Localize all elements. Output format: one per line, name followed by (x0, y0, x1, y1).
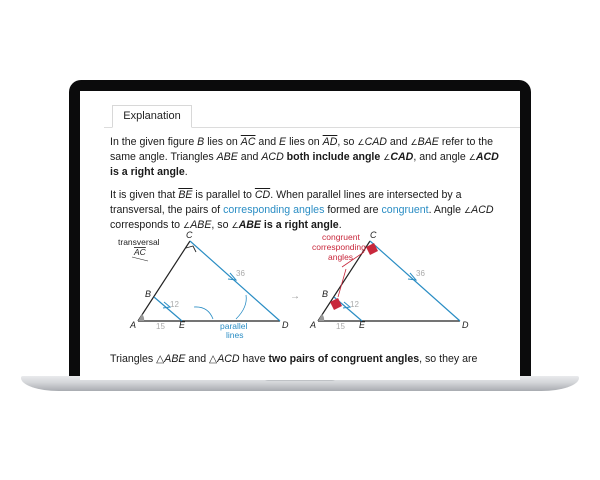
label-lines: lines (226, 330, 244, 339)
length-12-right: 12 (350, 300, 359, 309)
paragraph-1: In the given figure B lies on $\overline{AC}$ and E lies on $\overline{AD}$, so ∠CAD and ∠BAE refer to the same angle. Triangles ABE and ACD both include angle ∠CAD, and angle ∠ACD is a right angle. (110, 136, 499, 178)
side-cd-left (190, 241, 280, 321)
label-corresponding: corresponding (312, 242, 366, 252)
vertex-a-right: A (310, 320, 317, 330)
vertex-b-left: B (145, 289, 152, 299)
length-15-right: 15 (336, 322, 345, 331)
tab-bar (104, 105, 520, 128)
label-angles: angles (328, 252, 354, 262)
callout-line-b (338, 269, 346, 297)
side-cd-right (370, 241, 460, 321)
right-angle-marker (186, 246, 196, 252)
callout-curve-2 (236, 295, 246, 319)
explanation-content (110, 135, 510, 241)
link-corresponding-angles[interactable]: corresponding angles (223, 204, 325, 216)
figure-left (118, 231, 289, 339)
length-36-right: 36 (416, 269, 425, 278)
label-transversal: transversal (118, 237, 160, 247)
label-ac-overline: AC (134, 247, 146, 257)
callout-curve-1 (194, 307, 213, 319)
length-12-left: 12 (170, 300, 179, 309)
label-parallel: parallel (220, 321, 248, 331)
angle-a-marker-right (318, 314, 324, 321)
link-congruent[interactable]: congruent (381, 204, 429, 216)
vertex-e-right: E (359, 320, 366, 330)
paragraph-3: Triangles △ABE and △ACD have two pairs of congruent angles, so they are (110, 353, 478, 365)
angle-a-marker (138, 314, 144, 321)
vertex-d-left: D (282, 320, 289, 330)
label-congruent: congruent (322, 232, 360, 242)
transversal-pointer (132, 257, 148, 261)
length-36-left: 36 (236, 269, 245, 278)
tab-explanation[interactable]: Explanation (112, 105, 192, 128)
vertex-d-right: D (462, 320, 469, 330)
vertex-e-left: E (179, 320, 186, 330)
paragraph-2: It is given that $\overline{BE}$ is parallel to $\overline{CD}$. When parallel lines are intersected by a transversal, the pairs of corresponding angles formed are congruent. Angle ∠ACD corresponds to ∠ABE, so ∠ABE is a right angle. (110, 189, 494, 231)
vertex-c-right: C (370, 231, 377, 240)
triangle-figures (108, 231, 508, 339)
vertex-c-left: C (186, 231, 193, 240)
length-15-left: 15 (156, 322, 165, 331)
arrow-icon: → (290, 291, 300, 302)
figure-right (309, 231, 469, 331)
vertex-b-right: B (322, 289, 329, 299)
vertex-a-left: A (130, 320, 137, 330)
screen (80, 91, 520, 380)
